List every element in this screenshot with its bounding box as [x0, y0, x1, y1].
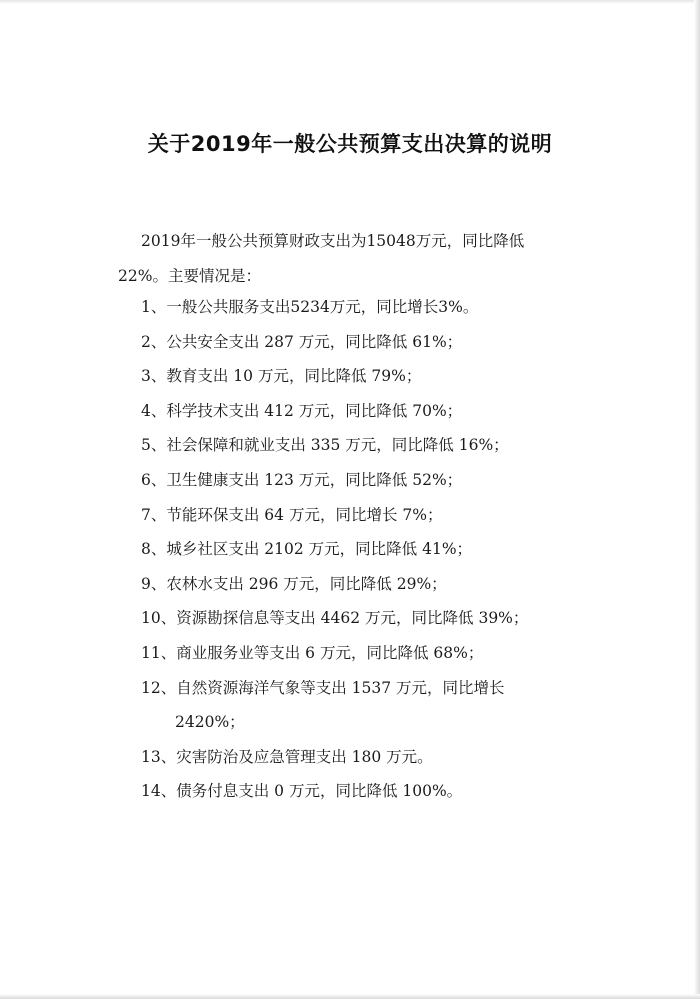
list-item-continuation: 2420%； [175, 713, 245, 732]
scan-bottom-edge [0, 994, 700, 999]
intro-line-2: 22%。主要情况是： [118, 267, 261, 285]
list-item: 5、社会保障和就业支出 335 万元，同比降低 16%； [141, 436, 509, 455]
list-item-wrapped [141, 671, 611, 740]
list-item: 11、商业服务业等支出 6 万元，同比降低 68%； [141, 643, 484, 662]
list-item: 6、卫生健康支出 123 万元，同比降低 52%； [141, 470, 463, 489]
list-item: 10、资源勘探信息等支出 4462 万元，同比降低 39%； [141, 609, 529, 628]
list-item: 1、一般公共服务支出5234万元，同比增长3%。 [141, 298, 479, 316]
list-item: 9、农林水支出 296 万元，同比降低 29%； [141, 574, 447, 593]
list-item: 4、科学技术支出 412 万元，同比降低 70%； [141, 401, 463, 420]
list-item: 8、城乡社区支出 2102 万元，同比降低 41%； [141, 540, 473, 559]
list-item: 13、灾害防治及应急管理支出 180 万元。 [141, 747, 433, 766]
document-title: 关于2019年一般公共预算支出决算的说明 [147, 132, 553, 156]
list-item: 7、节能环保支出 64 万元，同比增长 7%； [141, 505, 443, 524]
intro-line-1: 2019年一般公共预算财政支出为15048万元，同比降低 [141, 232, 525, 250]
scan-top-edge [0, 0, 700, 4]
list-item: 3、教育支出 10 万元，同比降低 79%； [141, 367, 422, 386]
expenditure-list [141, 290, 611, 809]
list-item-text: 12、自然资源海洋气象等支出 1537 万元，同比增长 [141, 678, 505, 697]
list-item: 14、债务付息支出 0 万元，同比降低 100%。 [141, 782, 463, 801]
list-item: 2、公共安全支出 287 万元，同比降低 61%； [141, 332, 463, 351]
intro-paragraph [118, 224, 598, 294]
